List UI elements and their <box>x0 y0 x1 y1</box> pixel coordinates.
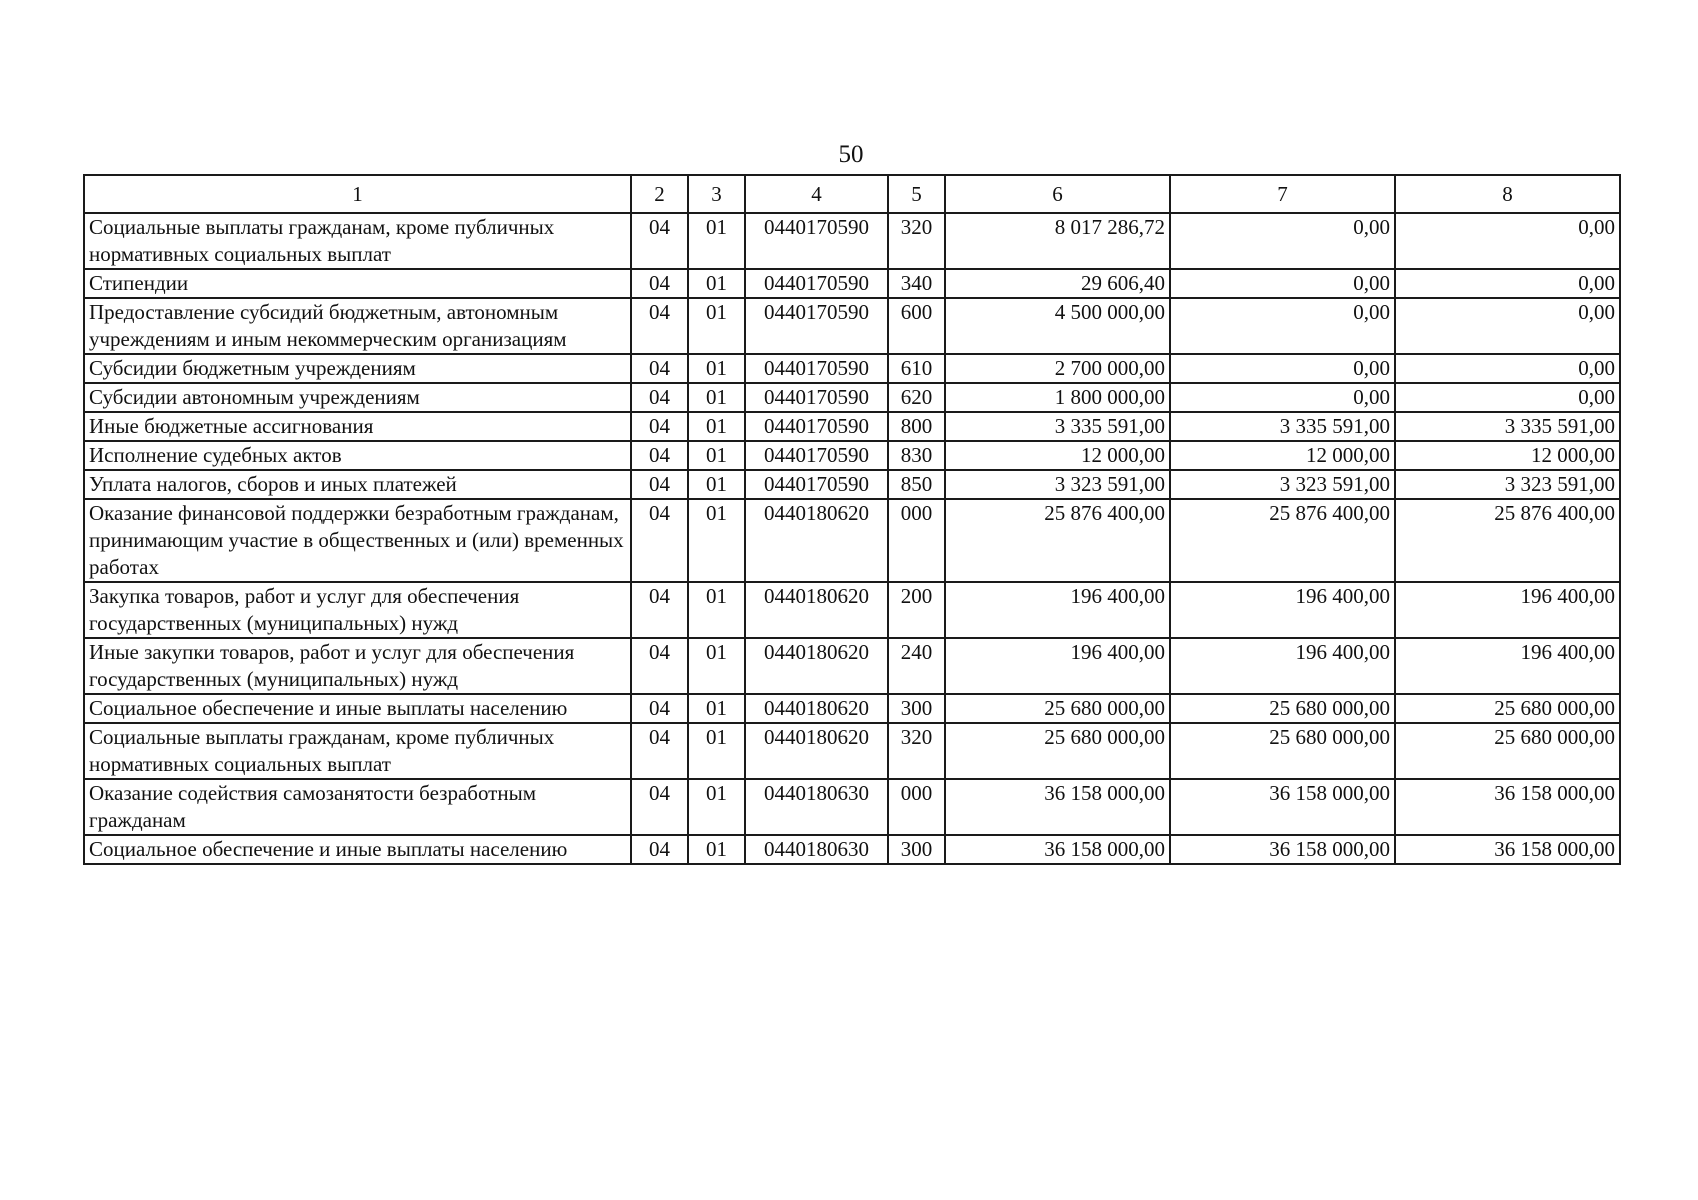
amount-cell-col6: 25 876 400,00 <box>945 499 1170 582</box>
amount-cell-col7: 12 000,00 <box>1170 441 1395 470</box>
subsection-code-cell: 01 <box>688 298 745 354</box>
target-article-cell: 0440170590 <box>745 412 888 441</box>
amount-cell-col7: 25 680 000,00 <box>1170 723 1395 779</box>
row-name-cell: Иные закупки товаров, работ и услуг для обеспечения государственных (муниципальных) нужд <box>84 638 631 694</box>
column-header: 8 <box>1395 175 1620 213</box>
amount-cell-col8: 25 876 400,00 <box>1395 499 1620 582</box>
section-code-cell: 04 <box>631 412 688 441</box>
subsection-code-cell: 01 <box>688 694 745 723</box>
section-code-cell: 04 <box>631 835 688 864</box>
table-row <box>84 213 1620 269</box>
subsection-code-cell: 01 <box>688 412 745 441</box>
amount-cell-col8: 196 400,00 <box>1395 582 1620 638</box>
column-header: 5 <box>888 175 945 213</box>
amount-cell-col6: 8 017 286,72 <box>945 213 1170 269</box>
table-row <box>84 499 1620 582</box>
amount-cell-col8: 3 335 591,00 <box>1395 412 1620 441</box>
amount-cell-col7: 0,00 <box>1170 269 1395 298</box>
row-name-cell: Социальное обеспечение и иные выплаты населению <box>84 835 631 864</box>
budget-table <box>83 174 1621 865</box>
amount-cell-col8: 36 158 000,00 <box>1395 835 1620 864</box>
amount-cell-col6: 4 500 000,00 <box>945 298 1170 354</box>
row-name-cell: Социальные выплаты гражданам, кроме публичных нормативных социальных выплат <box>84 213 631 269</box>
amount-cell-col6: 3 335 591,00 <box>945 412 1170 441</box>
target-article-cell: 0440170590 <box>745 269 888 298</box>
target-article-cell: 0440170590 <box>745 470 888 499</box>
row-name-cell: Исполнение судебных актов <box>84 441 631 470</box>
target-article-cell: 0440180620 <box>745 499 888 582</box>
subsection-code-cell: 01 <box>688 383 745 412</box>
amount-cell-col8: 0,00 <box>1395 213 1620 269</box>
target-article-cell: 0440170590 <box>745 383 888 412</box>
section-code-cell: 04 <box>631 383 688 412</box>
target-article-cell: 0440170590 <box>745 213 888 269</box>
column-header: 7 <box>1170 175 1395 213</box>
expense-type-cell: 300 <box>888 835 945 864</box>
table-row <box>84 723 1620 779</box>
subsection-code-cell: 01 <box>688 441 745 470</box>
target-article-cell: 0440180620 <box>745 638 888 694</box>
expense-type-cell: 620 <box>888 383 945 412</box>
expense-type-cell: 610 <box>888 354 945 383</box>
target-article-cell: 0440170590 <box>745 354 888 383</box>
amount-cell-col6: 1 800 000,00 <box>945 383 1170 412</box>
expense-type-cell: 600 <box>888 298 945 354</box>
amount-cell-col7: 0,00 <box>1170 383 1395 412</box>
expense-type-cell: 200 <box>888 582 945 638</box>
subsection-code-cell: 01 <box>688 354 745 383</box>
subsection-code-cell: 01 <box>688 470 745 499</box>
amount-cell-col8: 25 680 000,00 <box>1395 694 1620 723</box>
table-row <box>84 354 1620 383</box>
section-code-cell: 04 <box>631 582 688 638</box>
section-code-cell: 04 <box>631 213 688 269</box>
table-row <box>84 835 1620 864</box>
amount-cell-col7: 0,00 <box>1170 213 1395 269</box>
table-row <box>84 383 1620 412</box>
amount-cell-col8: 0,00 <box>1395 298 1620 354</box>
amount-cell-col8: 0,00 <box>1395 383 1620 412</box>
expense-type-cell: 830 <box>888 441 945 470</box>
row-name-cell: Социальные выплаты гражданам, кроме публичных нормативных социальных выплат <box>84 723 631 779</box>
subsection-code-cell: 01 <box>688 269 745 298</box>
column-header: 2 <box>631 175 688 213</box>
target-article-cell: 0440180620 <box>745 582 888 638</box>
table-row <box>84 694 1620 723</box>
subsection-code-cell: 01 <box>688 213 745 269</box>
section-code-cell: 04 <box>631 441 688 470</box>
expense-type-cell: 300 <box>888 694 945 723</box>
table-row <box>84 582 1620 638</box>
amount-cell-col8: 36 158 000,00 <box>1395 779 1620 835</box>
amount-cell-col8: 0,00 <box>1395 269 1620 298</box>
subsection-code-cell: 01 <box>688 779 745 835</box>
column-header: 3 <box>688 175 745 213</box>
subsection-code-cell: 01 <box>688 499 745 582</box>
subsection-code-cell: 01 <box>688 835 745 864</box>
expense-type-cell: 240 <box>888 638 945 694</box>
expense-type-cell: 340 <box>888 269 945 298</box>
amount-cell-col7: 36 158 000,00 <box>1170 835 1395 864</box>
header-row <box>84 175 1620 213</box>
row-name-cell: Оказание содействия самозанятости безработным гражданам <box>84 779 631 835</box>
table-row <box>84 269 1620 298</box>
table-row <box>84 412 1620 441</box>
row-name-cell: Субсидии автономным учреждениям <box>84 383 631 412</box>
row-name-cell: Социальное обеспечение и иные выплаты населению <box>84 694 631 723</box>
amount-cell-col6: 196 400,00 <box>945 638 1170 694</box>
section-code-cell: 04 <box>631 694 688 723</box>
amount-cell-col6: 25 680 000,00 <box>945 723 1170 779</box>
section-code-cell: 04 <box>631 779 688 835</box>
column-header: 6 <box>945 175 1170 213</box>
section-code-cell: 04 <box>631 470 688 499</box>
subsection-code-cell: 01 <box>688 723 745 779</box>
row-name-cell: Стипендии <box>84 269 631 298</box>
amount-cell-col8: 0,00 <box>1395 354 1620 383</box>
expense-type-cell: 850 <box>888 470 945 499</box>
amount-cell-col7: 3 323 591,00 <box>1170 470 1395 499</box>
section-code-cell: 04 <box>631 723 688 779</box>
amount-cell-col7: 3 335 591,00 <box>1170 412 1395 441</box>
target-article-cell: 0440180620 <box>745 694 888 723</box>
amount-cell-col8: 3 323 591,00 <box>1395 470 1620 499</box>
amount-cell-col7: 0,00 <box>1170 298 1395 354</box>
amount-cell-col6: 36 158 000,00 <box>945 779 1170 835</box>
row-name-cell: Субсидии бюджетным учреждениям <box>84 354 631 383</box>
amount-cell-col7: 0,00 <box>1170 354 1395 383</box>
page-number: 50 <box>838 141 864 168</box>
row-name-cell: Предоставление субсидий бюджетным, автономным учреждениям и иным некоммерческим организациям <box>84 298 631 354</box>
row-name-cell: Уплата налогов, сборов и иных платежей <box>84 470 631 499</box>
column-header: 4 <box>745 175 888 213</box>
table-row <box>84 470 1620 499</box>
amount-cell-col6: 2 700 000,00 <box>945 354 1170 383</box>
section-code-cell: 04 <box>631 298 688 354</box>
table-row <box>84 298 1620 354</box>
expense-type-cell: 320 <box>888 213 945 269</box>
section-code-cell: 04 <box>631 354 688 383</box>
amount-cell-col7: 196 400,00 <box>1170 638 1395 694</box>
section-code-cell: 04 <box>631 499 688 582</box>
expense-type-cell: 800 <box>888 412 945 441</box>
target-article-cell: 0440180630 <box>745 835 888 864</box>
amount-cell-col6: 29 606,40 <box>945 269 1170 298</box>
column-header: 1 <box>84 175 631 213</box>
subsection-code-cell: 01 <box>688 582 745 638</box>
amount-cell-col8: 196 400,00 <box>1395 638 1620 694</box>
section-code-cell: 04 <box>631 269 688 298</box>
amount-cell-col7: 36 158 000,00 <box>1170 779 1395 835</box>
subsection-code-cell: 01 <box>688 638 745 694</box>
target-article-cell: 0440170590 <box>745 298 888 354</box>
table-row <box>84 779 1620 835</box>
expense-type-cell: 000 <box>888 779 945 835</box>
target-article-cell: 0440170590 <box>745 441 888 470</box>
amount-cell-col6: 25 680 000,00 <box>945 694 1170 723</box>
amount-cell-col6: 3 323 591,00 <box>945 470 1170 499</box>
amount-cell-col7: 196 400,00 <box>1170 582 1395 638</box>
amount-cell-col7: 25 876 400,00 <box>1170 499 1395 582</box>
amount-cell-col6: 196 400,00 <box>945 582 1170 638</box>
target-article-cell: 0440180620 <box>745 723 888 779</box>
amount-cell-col7: 25 680 000,00 <box>1170 694 1395 723</box>
table-body <box>84 213 1620 864</box>
expense-type-cell: 320 <box>888 723 945 779</box>
amount-cell-col6: 36 158 000,00 <box>945 835 1170 864</box>
table-row <box>84 638 1620 694</box>
expense-type-cell: 000 <box>888 499 945 582</box>
target-article-cell: 0440180630 <box>745 779 888 835</box>
amount-cell-col8: 12 000,00 <box>1395 441 1620 470</box>
section-code-cell: 04 <box>631 638 688 694</box>
amount-cell-col8: 25 680 000,00 <box>1395 723 1620 779</box>
table-row <box>84 441 1620 470</box>
row-name-cell: Закупка товаров, работ и услуг для обеспечения государственных (муниципальных) нужд <box>84 582 631 638</box>
amount-cell-col6: 12 000,00 <box>945 441 1170 470</box>
row-name-cell: Иные бюджетные ассигнования <box>84 412 631 441</box>
row-name-cell: Оказание финансовой поддержки безработным гражданам, принимающим участие в общественных и (или) временных работах <box>84 499 631 582</box>
